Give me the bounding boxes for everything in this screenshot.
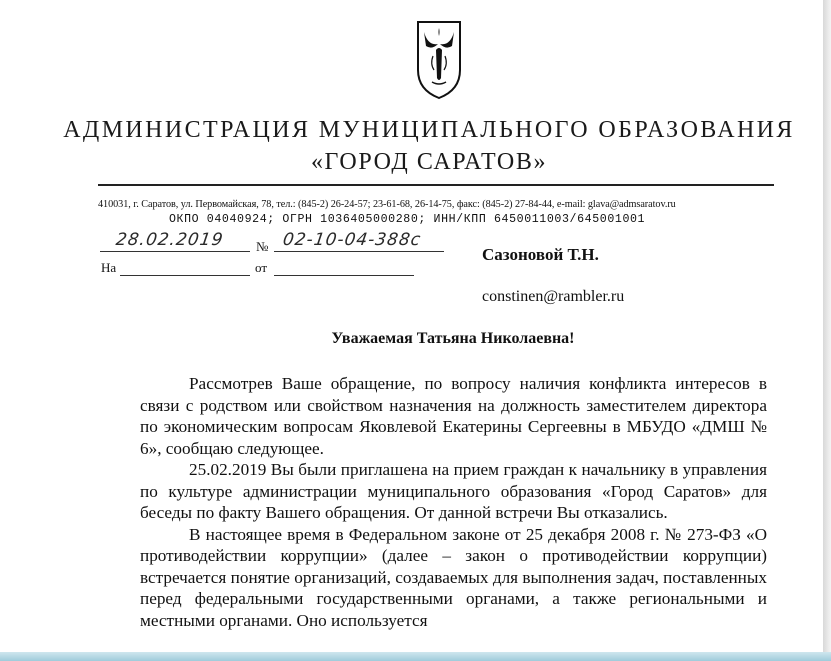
bottom-scan-edge [0, 652, 831, 661]
from-underline [274, 275, 414, 276]
addressee-email: constinen@rambler.ru [482, 288, 625, 305]
date-underline [100, 251, 250, 252]
saratov-coat-of-arms-icon [414, 20, 464, 100]
paragraph: Рассмотрев Ваше обращение, по вопросу наличия конфликта интересов в связи с родством или свойством назначения на должность заместителем директора по экономическим вопросам Яковлевой Екатерины Сергеевны в МБУДО «ДМШ № 6», сообщаю следующее. [140, 374, 767, 458]
addressee-name: Сазоновой Т.Н. [482, 245, 599, 264]
organization-name: «ГОРОД САРАТОВ» [310, 149, 548, 175]
from-label: от [255, 260, 268, 275]
paragraph: В настоящее время в Федеральном законе от 25 декабря 2008 г. № 273-ФЗ «О противодействии коррупции» (далее – закон о противодействии коррупции) встречается понятие организаций, создаваемых для выполнения задач, поставленных перед федеральными государственными органами, а также региональными и местными органами. Оно используется [140, 524, 767, 630]
number-underline [274, 251, 444, 252]
page-edge-shadow [823, 0, 831, 661]
letter-body [140, 373, 767, 631]
registry-codes: ОКПО 04040924; ОГРН 1036405000280; ИНН/КПП 6450011003/645001001 [169, 213, 646, 226]
paragraph: 25.02.2019 Вы были приглашена на прием граждан к начальнику в управления по культуре администрации муниципального образования «Город Саратов» для беседы по факту Вашего обращения. От данной встречи Вы отказались. [140, 460, 767, 522]
handwritten-date: 28.02.2019 [114, 230, 225, 250]
reply-label: На [101, 260, 117, 275]
organization-title: АДМИНИСТРАЦИЯ МУНИЦИПАЛЬНОГО ОБРАЗОВАНИЯ [63, 117, 795, 143]
handwritten-number: 02-10-04-388с [281, 230, 423, 250]
letterhead-divider [98, 184, 774, 186]
salutation: Уважаемая Татьяна Николаевна! [331, 330, 575, 347]
number-label: № [256, 239, 269, 254]
contact-details: 410031, г. Саратов, ул. Первомайская, 78, тел.: (845-2) 26-24-57; 23-61-68, 26-14-75, факс: (845-2) 27-84-44, e-mail: glava@admsaratov.ru [98, 199, 676, 210]
reply-underline [120, 275, 250, 276]
